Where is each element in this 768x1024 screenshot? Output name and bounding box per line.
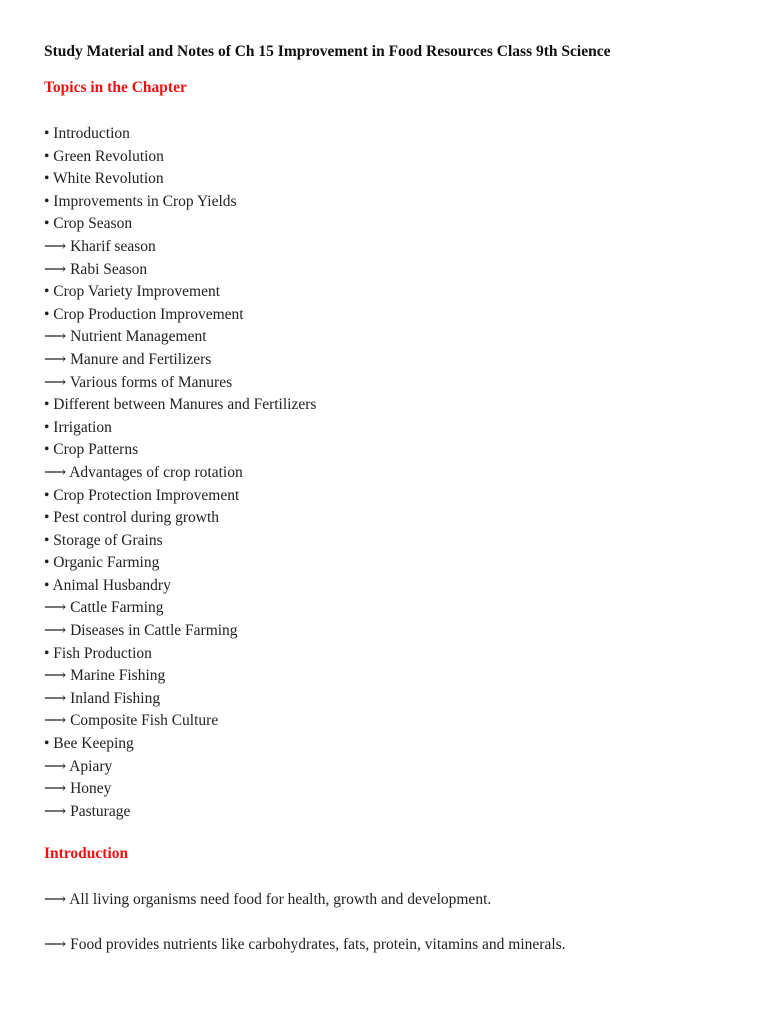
introduction-heading: Introduction [44,845,129,862]
list-item: ⟶ Composite Fish Culture [44,712,219,730]
list-item: ⟶ Cattle Farming [44,599,164,617]
list-item: • Different between Manures and Fertilizers [44,396,317,414]
list-item: • Animal Husbandry [44,576,171,594]
list-item: • Pest control during growth [44,509,220,527]
list-item: ⟶ Advantages of crop rotation [44,463,243,481]
list-item: • Bee Keeping [44,735,134,753]
list-item: • Improvements in Crop Yields [44,192,237,210]
list-item: • Crop Protection Improvement [44,486,240,504]
list-item: ⟶ Inland Fishing [44,689,161,707]
list-item: ⟶ Pasturage [44,802,131,820]
document-title: Study Material and Notes of Ch 15 Improvement in Food Resources Class 9th Science [44,43,611,60]
topic-list [44,123,316,823]
list-item: • Introduction [44,125,130,142]
list-item: • Storage of Grains [44,531,163,549]
list-item: • White Revolution [44,170,164,188]
list-item: ⟶ Various forms of Manures [44,373,233,391]
list-item: ⟶ Rabi Season [44,260,148,278]
topics-heading: Topics in the Chapter [44,79,187,96]
introduction-paragraph: ⟶ Food provides nutrients like carbohydrates, fats, protein, vitamins and minerals. [44,936,566,953]
list-item: • Organic Farming [44,554,160,572]
list-item: ⟶ Honey [44,780,112,798]
list-item: • Crop Variety Improvement [44,283,221,301]
list-item: • Fish Production [44,644,152,662]
list-item: ⟶ Diseases in Cattle Farming [44,622,238,640]
list-item: • Irrigation [44,418,112,436]
list-item: • Crop Patterns [44,441,139,459]
list-item: ⟶ Manure and Fertilizers [44,350,212,368]
list-item: • Green Revolution [44,147,164,165]
list-item: • Crop Season [44,215,133,233]
list-item: ⟶ Marine Fishing [44,667,166,685]
list-item: ⟶ Apiary [44,757,113,775]
list-item: ⟶ Kharif season [44,237,156,255]
introduction-paragraph: ⟶ All living organisms need food for health, growth and development. [44,891,492,908]
list-item: ⟶ Nutrient Management [44,328,207,346]
list-item: • Crop Production Improvement [44,305,244,323]
